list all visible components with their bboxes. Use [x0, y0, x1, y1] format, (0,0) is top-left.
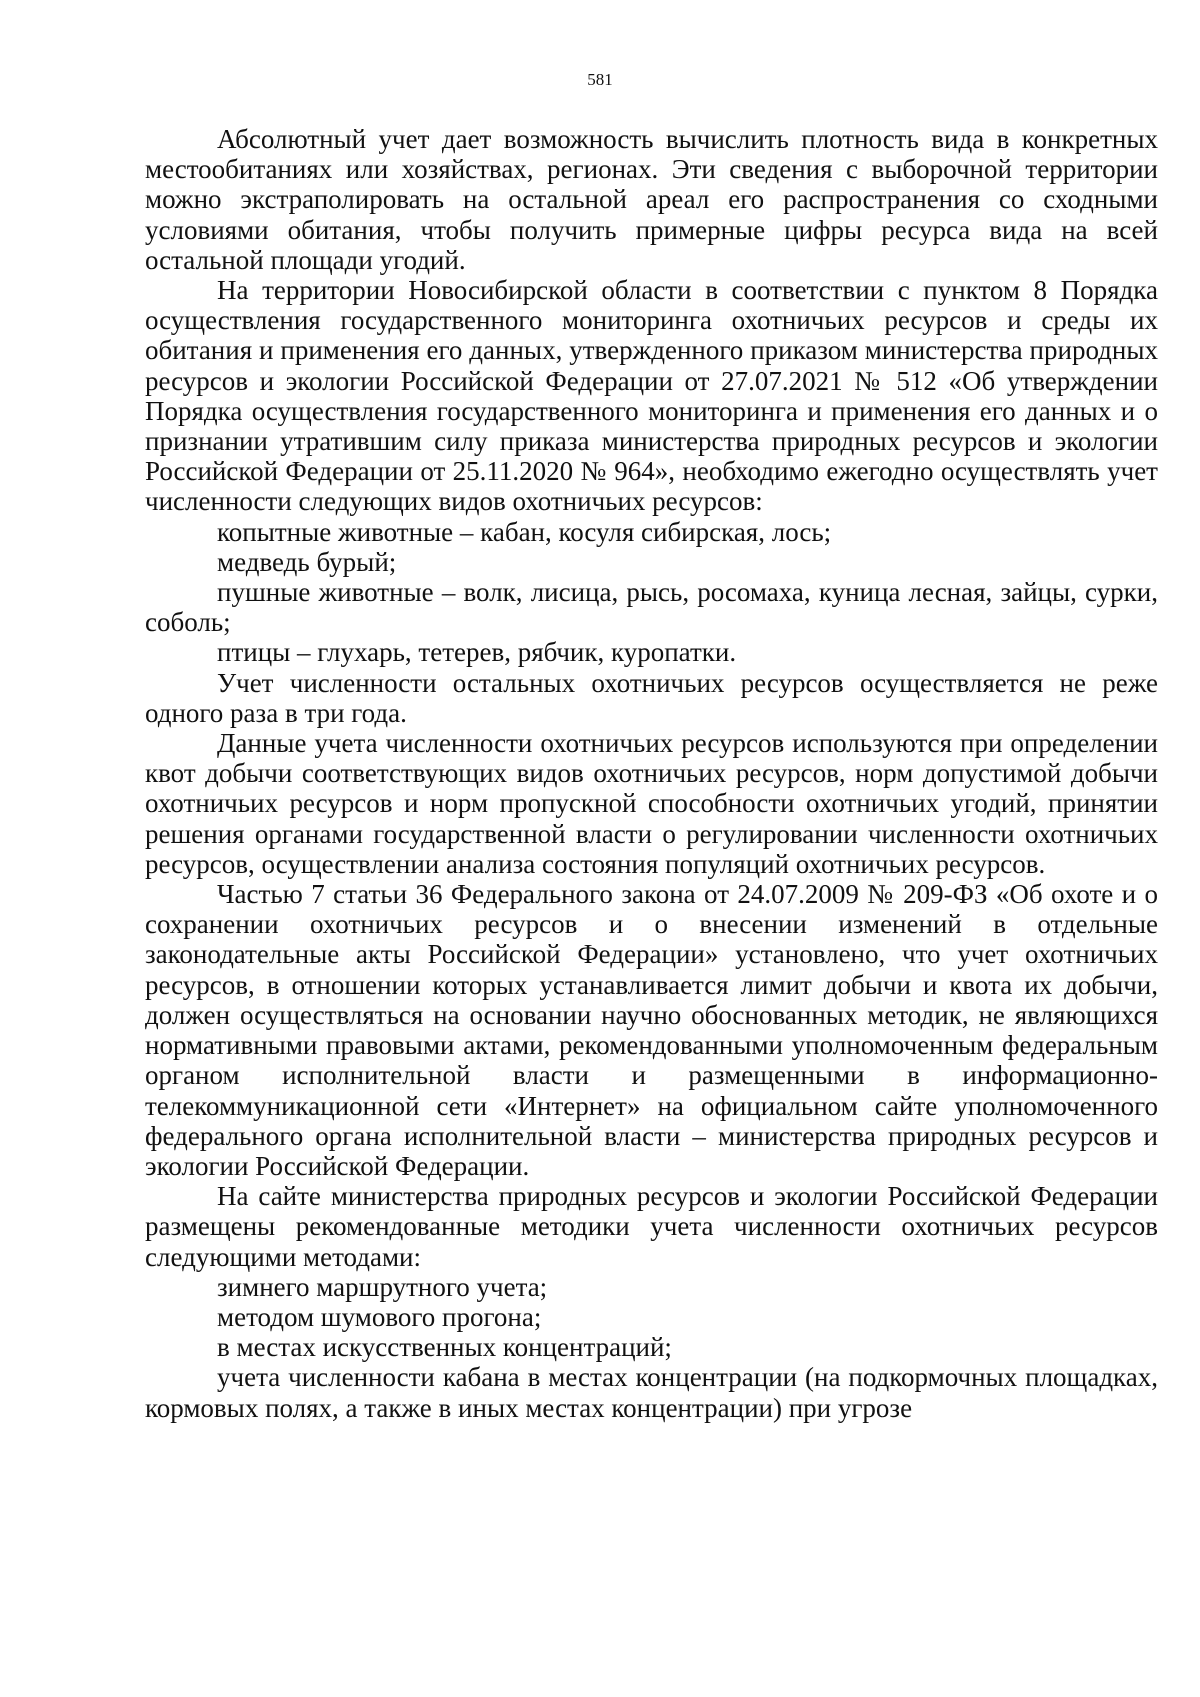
paragraph-ministry-website: На сайте министерства природных ресурсов и экологии Российской Федерации размещены рекомендованные методики учета численности охотничьих ресурсов следующими методами:	[145, 1181, 1158, 1272]
list-item-noise-drive: методом шумового прогона;	[217, 1301, 542, 1332]
list-item-birds: птицы – глухарь, тетерев, рябчик, куропатки.	[217, 637, 737, 668]
paragraph-absolute-count: Абсолютный учет дает возможность вычислить плотность вида в конкретных местообитаниях или хозяйствах, регионах. Эти сведения с выборочной территории можно экстраполировать на остальной ареал его распространения со сходными условиями обитания, чтобы получить примерные цифры ресурса вида на всей остальной площади угодий.	[145, 124, 1158, 275]
paragraph-monitoring-order: На территории Новосибирской области в соответствии с пунктом 8 Порядка осуществления государственного мониторинга охотничьих ресурсов и среды их обитания и применения его данных, утвержденного приказом министерства природных ресурсов и экологии Российской Федерации от 27.07.2021 № 512 «Об утверждении Порядка осуществления государственного мониторинга и применения его данных и о признании утратившим силу приказа министерства природных ресурсов и экологии Российской Федерации от 25.11.2020 № 964», необходимо ежегодно осуществлять учет численности следующих видов охотничьих ресурсов:	[145, 275, 1158, 517]
list-item-wild-boar: учета численности кабана в местах концентрации (на подкормочных площадках, кормовых полях, а также в иных местах концентрации) при угрозе	[145, 1362, 1158, 1423]
list-item-fur-animals: пушные животные – волк, лисица, рысь, росомаха, куница лесная, зайцы, сурки, соболь;	[145, 577, 1158, 638]
list-item-artificial-concentration: в местах искусственных концентраций;	[217, 1332, 672, 1363]
paragraph-other-resources: Учет численности остальных охотничьих ресурсов осуществляется не реже одного раза в три года.	[145, 667, 1158, 728]
paragraph-federal-law: Частью 7 статьи 36 Федерального закона от 24.07.2009 № 209-ФЗ «Об охоте и о сохранении охотничьих ресурсов и о внесении изменений в отдельные законодательные акты Российской Федерации» установлено, что учет охотничьих ресурсов, в отношении которых устанавливается лимит добычи и квота их добычи, должен осуществляться на основании научно обоснованных методик, не являющихся нормативными правовыми актами, рекомендованными уполномоченным федеральным органом исполнительной власти и размещенными в информационно-телекоммуникационной сети «Интернет» на официальном сайте уполномоченного федерального органа исполнительной власти – министерства природных ресурсов и экологии Российской Федерации.	[145, 879, 1158, 1181]
page-number: 581	[587, 70, 613, 89]
list-item-ungulates: копытные животные – кабан, косуля сибирская, лось;	[217, 516, 832, 547]
list-item-brown-bear: медведь бурый;	[217, 546, 397, 577]
document-body	[145, 124, 1158, 1423]
paragraph-count-data-usage: Данные учета численности охотничьих ресурсов используются при определении квот добычи соответствующих видов охотничьих ресурсов, норм допустимой добычи охотничьих ресурсов и норм пропускной способности охотничьих угодий, принятии решения органами государственной власти о регулировании численности охотничьих ресурсов, осуществлении анализа состояния популяций охотничьих ресурсов.	[145, 728, 1158, 879]
list-item-winter-route: зимнего маршрутного учета;	[217, 1271, 548, 1302]
